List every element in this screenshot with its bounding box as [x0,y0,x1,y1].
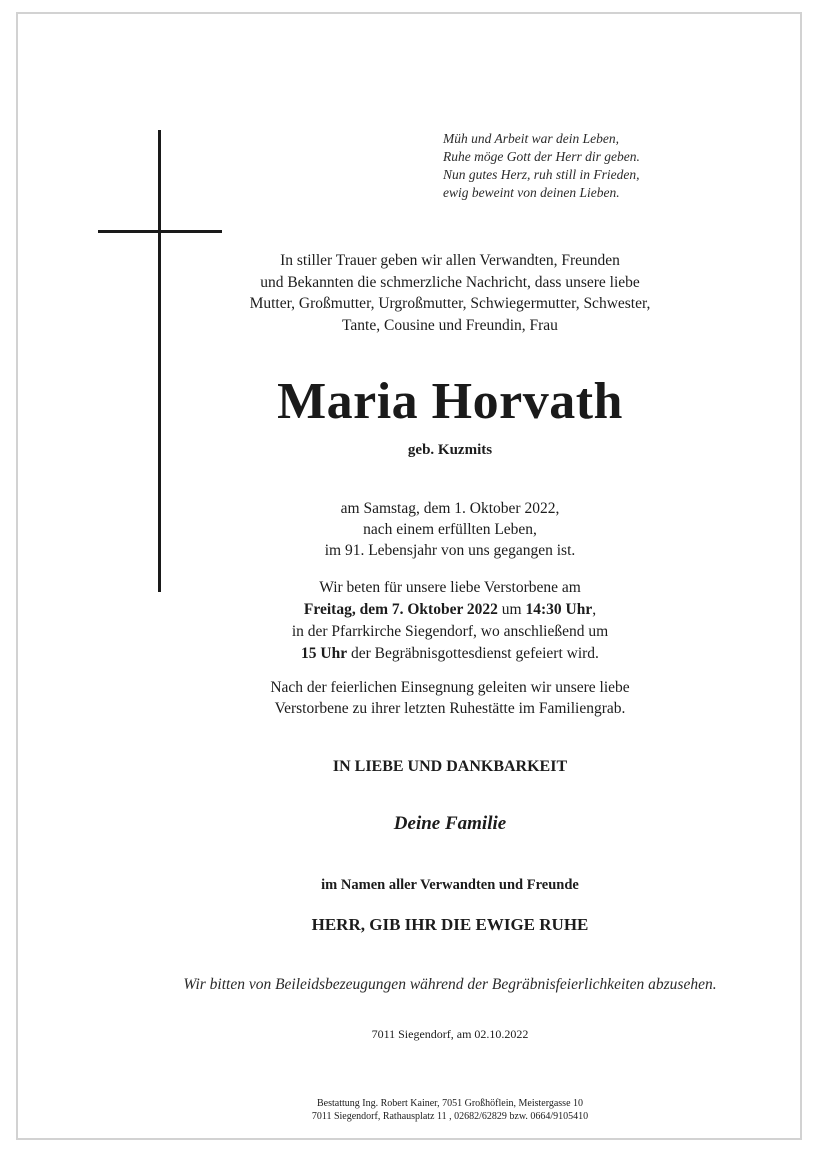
funeral-comma: , [592,601,597,618]
undertaker-info [0,1097,820,1123]
funeral-um: um [497,601,526,618]
death-line: nach einem erfüllten Leben, [363,521,537,538]
funeral-time: 14:30 Uhr [525,601,593,618]
undertaker-line: 7011 Siegendorf, Rathausplatz 11 , 02682/62829 bzw. 0664/9105410 [311,1111,589,1122]
death-notice [0,498,820,561]
deceased-name: Maria Horvath [277,373,623,430]
burial-details [0,677,820,719]
mass-text: der Begräbnisgottesdienst gefeiert wird. [347,645,599,662]
poem [443,130,783,202]
funeral-details [0,577,820,665]
place-date: 7011 Siegendorf, am 02.10.2022 [371,1027,529,1041]
burial-line: Nach der feierlichen Einsegnung geleiten wir unsere liebe [270,679,630,696]
death-line: im 91. Lebensjahr von uns gegangen ist. [324,542,576,559]
cross-horizontal-bar [98,230,222,233]
birth-name: geb. Kuzmits [407,442,493,458]
burial-line: Verstorbene zu ihrer letzten Ruhestätte im Familiengrab. [274,700,626,717]
prayer-line: HERR, GIB IHR DIE EWIGE RUHE [311,915,589,934]
poem-line: Ruhe möge Gott der Herr dir geben. [443,149,640,164]
death-line: am Samstag, dem 1. Oktober 2022, [340,500,560,517]
poem-line: ewig beweint von deinen Lieben. [443,185,620,200]
intro-line: Tante, Cousine und Freundin, Frau [342,316,558,334]
poem-line: Müh und Arbeit war dein Leben, [443,131,619,146]
funeral-date-line [0,599,820,621]
intro-line: In stiller Trauer geben wir allen Verwandten, Freunden [280,252,620,269]
love-gratitude-heading: IN LIEBE UND DANKBARKEIT [332,758,568,775]
intro-text [0,250,820,336]
condolence-request: Wir bitten von Beileidsbezeugungen während der Begräbnisfeierlichkeiten abzusehen. [183,976,717,993]
mass-time: 15 Uhr [301,645,348,662]
mass-line [0,643,820,665]
undertaker-line: Bestattung Ing. Robert Kainer, 7051 Großhöflein, Meistergasse 10 [316,1098,584,1109]
funeral-line: in der Pfarrkirche Siegendorf, wo anschließend um [291,623,609,640]
intro-line: Mutter, Großmutter, Urgroßmutter, Schwiegermutter, Schwester, [249,295,651,312]
funeral-date: Freitag, dem 7. Oktober 2022 [303,601,498,618]
relatives-line: im Namen aller Verwandten und Freunde [321,877,579,893]
poem-line: Nun gutes Herz, ruh still in Frieden, [443,167,640,182]
intro-line: und Bekannten die schmerzliche Nachricht, dass unsere liebe [260,273,640,291]
funeral-line: Wir beten für unsere liebe Verstorbene am [319,579,581,596]
family-signature: Deine Familie [393,813,507,834]
